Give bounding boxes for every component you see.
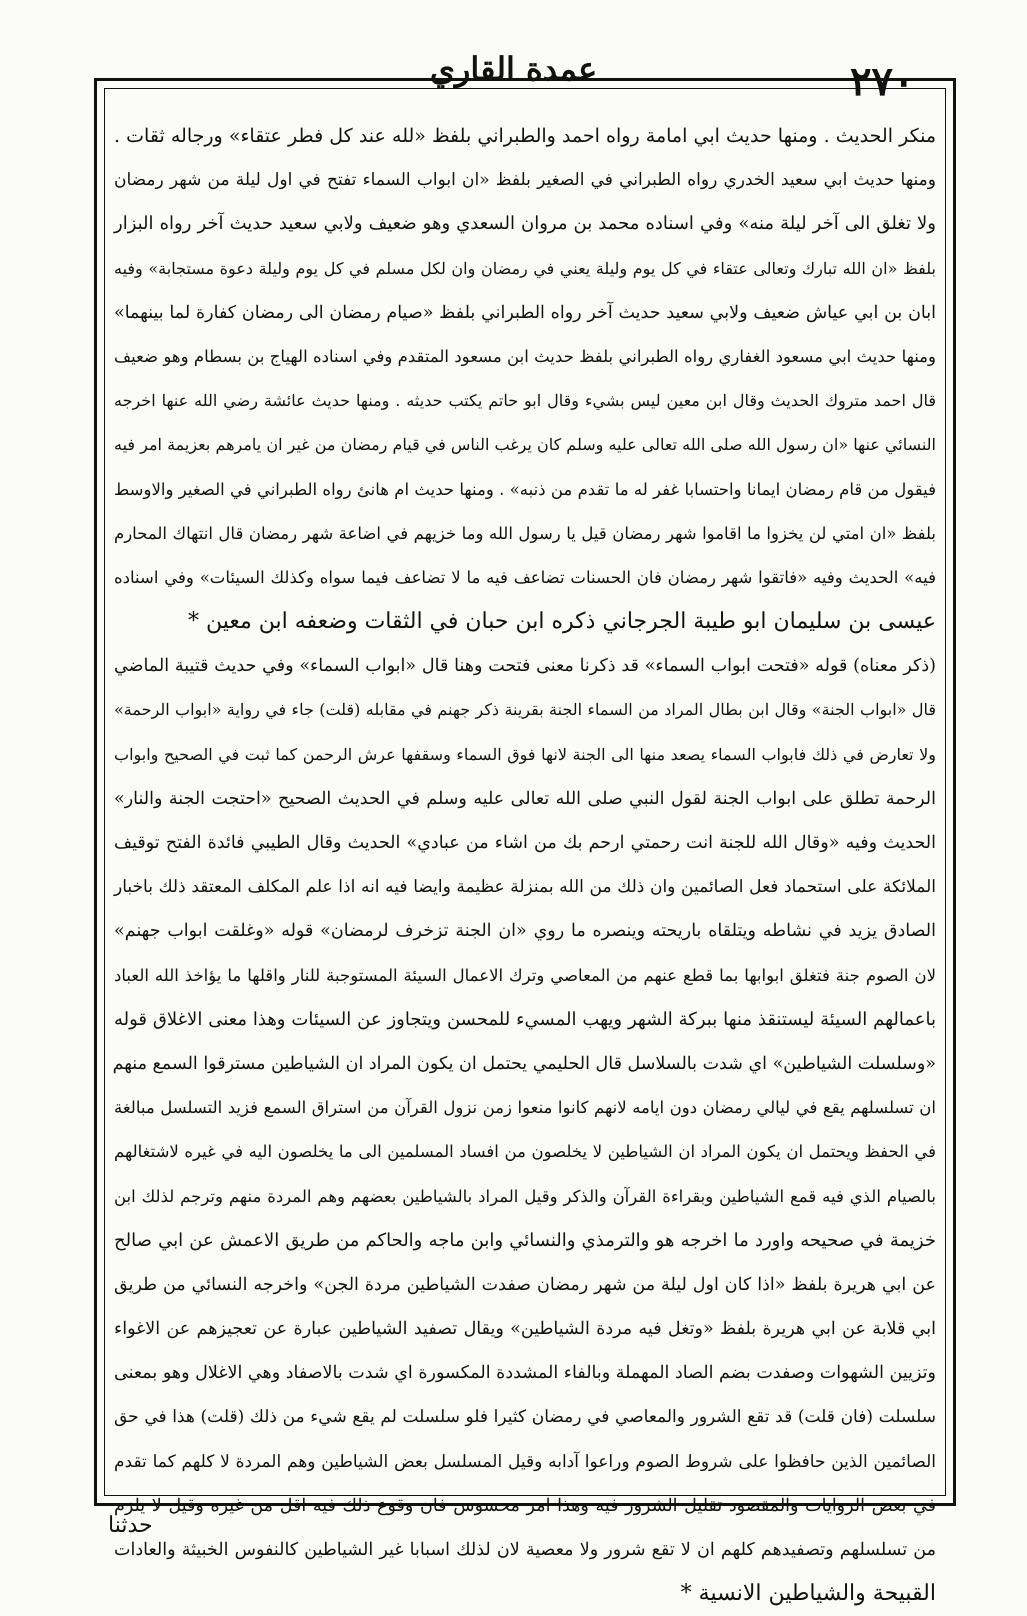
text-line: فيقول من قام رمضان ايمانا واحتسابا غفر له ما تقدم من ذنبه» . ومنها حديث ام هانئ رواه الطبراني في الصغير والاوسط [114, 479, 936, 499]
text-line: عيسى بن سليمان ابو طيبة الجرجاني ذكره ابن حبان في الثقات وضعفه ابن معين * [187, 609, 936, 635]
text-line: «وسلسلت الشياطين» اي شدت بالسلاسل قال الحليمي يحتمل ان يكون المراد ان الشياطين مسترقوا السمع منهم [112, 1053, 936, 1074]
footer-catchword: حدثنا [108, 1513, 153, 1538]
page-number: ٢٧٠ [850, 58, 915, 105]
text-line: الرحمة تطلق على ابواب الجنة لقول النبي صلى الله تعالى عليه وسلم في الحديث الصحيح «احتجت الجنة والنار» [114, 788, 936, 809]
text-line: فيه» الحديث وفيه «فاتقوا شهر رمضان فان الحسنات تضاعف فيه ما لا تضاعف فيما سواه وكذلك السيئات» وفي اسناده [114, 567, 936, 587]
text-line: النسائي عنها «ان رسول الله صلى الله تعالى عليه وسلم كان يرغب الناس في قيام رمضان من غير ان يامرهم بعزيمة امر فيه [114, 435, 936, 455]
text-line: من تسلسلهم وتصفيدهم كلهم ان لا تقع شرور ولا معصية لان لذلك اسبابا غير الشياطين كالنفوس الخبيثة والعادات [114, 1540, 936, 1560]
text-line: قال احمد متروك الحديث وقال ابن معين ليس بشيء وقال ابو حاتم يكتب حديثه . ومنها حديث عائشة رضي الله عنها اخرجه [114, 391, 936, 411]
text-line: ابي قلابة عن ابي هريرة بلفظ «وتغل فيه مردة الشياطين» ويقال تصفيد الشياطين عبارة عن تعجيزهم عن الاغواء [114, 1319, 936, 1340]
text-line: ومنها حديث ابي سعيد الخدري رواه الطبراني في الصغير بلفظ «ان ابواب السماء تفتح في اول ليلة من شهر رمضان [114, 170, 936, 191]
text-line: ومنها حديث ابي مسعود الغفاري رواه الطبراني بلفظ حديث ابن مسعود المتقدم وفي اسناده الهياج بن بسطام وهو ضعيف [114, 346, 936, 366]
text-line: عن ابي هريرة بلفظ «اذا كان اول ليلة من شهر رمضان صفدت الشياطين مردة الجن» واخرجه النسائي من طريق [114, 1274, 936, 1295]
text-line: باعمالهم السيئة ليستنقذ منها ببركة الشهر ويهب المسيء للمحسن ويتجاوز عن السيئات وهذا معنى الاغلاق قوله [114, 1008, 936, 1030]
text-line: في بعض الروايات والمقصود تقليل الشرور فيه وهذا امر محسوس فان وقوع ذلك فيه اقل من غيره وقيل لا يلزم [114, 1495, 936, 1516]
text-line: (ذكر معناه) قوله «فتحت ابواب السماء» قد ذكرنا معنى فتحت وهنا قال «ابواب السماء» وفي حديث قتيبة الماضي [114, 656, 936, 677]
text-line: بلفظ «ان الله تبارك وتعالى عتقاء في كل يوم وليلة يعني في رمضان وان لكل مسلم في كل يوم وليلة دعوة مستجابة» وفيه [114, 258, 936, 278]
text-line: الصائمين الذين حافظوا على شروط الصوم وراعوا آدابه وقيل المسلسل بعض الشياطين وهم المردة لا كلهم كما تقدم [114, 1451, 936, 1472]
text-line: بالصيام الذي فيه قمع الشياطين وبقراءة القرآن والذكر وقيل المراد بالشياطين بعضهم وهم المردة منهم وترجم لذلك ابن [114, 1186, 936, 1206]
text-line: لان الصوم جنة فتغلق ابوابها بما قطع عنهم من المعاصي وترك الاعمال السيئة المستوجبة للنار واقلها ما يؤاخذ الله العباد [114, 965, 936, 985]
text-line: الملائكة على استحماد فعل الصائمين وان ذلك من الله بمنزلة عظيمة وايضا فيه انه اذا علم المكلف المعتقد ذلك باخبار [114, 877, 936, 898]
text-line: ابان بن ابي عياش ضعيف ولابي سعيد حديث آخر رواه الطبراني بلفظ «صيام رمضان الى رمضان كفارة لما بينهما» [114, 302, 936, 323]
text-line: وتزيين الشهوات وصفدت بضم الصاد المهملة وبالفاء المشددة المكسورة اي شدت بالاصفاد وهي الاغلال وهو بمعنى [114, 1363, 936, 1384]
text-line: الحديث وفيه «وقال الله للجنة انت رحمتي ارحم بك من اشاء من عبادي» الحديث وقال الطيبي فائدة الفتح توقيف [114, 833, 936, 853]
running-title: عمدة القاري [429, 50, 598, 88]
text-line: بلفظ «ان امتي لن يخزوا ما اقاموا شهر رمضان قيل يا رسول الله وما خزيهم في اضاعة شهر رمضان قال انتهاك المحارم [114, 523, 936, 543]
text-line: منكر الحديث . ومنها حديث ابي امامة رواه احمد والطبراني بلفظ «لله عند كل فطر عتقاء» ورجاله ثقات . [114, 125, 936, 147]
text-line: القبيحة والشياطين الانسية * [680, 1581, 936, 1607]
text-line: ولا تعارض في ذلك فابواب السماء يصعد منها الى الجنة لانها فوق السماء وسقفها عرش الرحمن كما ثبت في الصحيح وابواب [114, 744, 936, 764]
text-line: الصادق يزيد في نشاطه ويتلقاه باريحته وينصره ما روي «ان الجنة تزخرف لرمضان» قوله «وغلقت ابواب جهنم» [114, 921, 936, 942]
text-line: في الحفظ ويحتمل ان يكون المراد ان الشياطين لا يخلصون من افساد المسلمين الى ما يخلصون اليه في غيره لاشتغالهم [114, 1142, 936, 1162]
text-line: ولا تغلق الى آخر ليلة منه» وفي اسناده محمد بن مروان السعدي وهو ضعيف ولابي سعيد حديث آخر رواه البزار [114, 213, 936, 235]
text-line: قال «ابواب الجنة» وقال ابن بطال المراد من السماء الجنة بقرينة ذكر جهنم في مقابله (قلت) جاء في رواية «ابواب الرحمة» [114, 700, 936, 720]
text-line: خزيمة في صحيحه واورد ما اخرجه هو والترمذي والنسائي وابن ماجه والحاكم من طريق الاعمش عن ابي صالح [114, 1229, 936, 1251]
text-line: ان تسلسلهم يقع في ليالي رمضان دون ايامه لانهم كانوا منعوا زمن نزول القرآن من استراق السمع فزيد التسلسل مبالغة [114, 1098, 936, 1118]
text-line: سلسلت (فان قلت) قد تقع الشرور والمعاصي في رمضان كثيرا فلو سلسلت لم يقع شيء من ذلك (قلت) هذا في حق [114, 1407, 936, 1428]
